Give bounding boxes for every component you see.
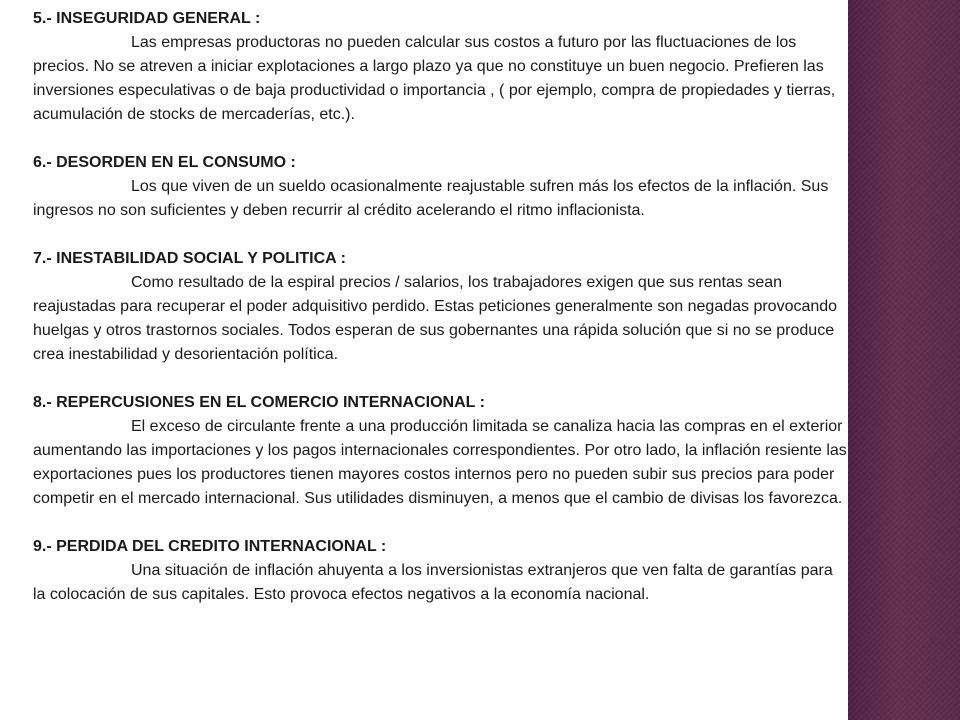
section-desorden-consumo: [33, 151, 848, 223]
section-comercio-internacional: [33, 391, 848, 511]
decorative-side-panel: [848, 0, 960, 720]
section-title: 7.- INESTABILIDAD SOCIAL Y POLITICA :: [33, 250, 346, 267]
section-title: 9.- PERDIDA DEL CREDITO INTERNACIONAL :: [33, 538, 387, 555]
section-title: 5.- INSEGURIDAD GENERAL :: [33, 10, 261, 27]
section-body: Las empresas productoras no pueden calcular sus costos a futuro por las fluctuaciones de los precios. No se atreven a iniciar explotaciones a largo plazo ya que no constituye un buen negocio. Prefieren las inversiones especulativas o de baja productividad o importancia , ( por ejemplo, compra de propiedades y tierras, acumulación de stocks de mercaderías, etc.).: [33, 34, 836, 123]
section-body: Una situación de inflación ahuyenta a los inversionistas extranjeros que ven falta de garantías para la colocación de sus capitales. Esto provoca efectos negativos a la economía nacional.: [33, 562, 833, 603]
section-title: 6.- DESORDEN EN EL CONSUMO :: [33, 154, 296, 171]
text-content: [33, 7, 848, 631]
section-credito-internacional: [33, 535, 848, 607]
section-title: 8.- REPERCUSIONES EN EL COMERCIO INTERNACIONAL :: [33, 394, 485, 411]
section-body: El exceso de circulante frente a una producción limitada se canaliza hacia las compras en el exterior aumentando las importaciones y los pagos internacionales correspondientes. Por otro lado, la inflación resiente las exportaciones pues los productores tienen mayores costos internos pero no pueden subir sus precios para poder competir en el mercado internacional. Sus utilidades disminuyen, a menos que el cambio de divisas los favorezca.: [33, 418, 847, 507]
section-inestabilidad-social: [33, 247, 848, 367]
section-body: Los que viven de un sueldo ocasionalmente reajustable sufren más los efectos de la inflación. Sus ingresos no son suficientes y deben recurrir al crédito acelerando el ritmo inflacionista.: [33, 178, 829, 219]
section-inseguridad-general: [33, 7, 848, 127]
section-body: Como resultado de la espiral precios / salarios, los trabajadores exigen que sus rentas sean reajustadas para recuperar el poder adquisitivo perdido. Estas peticiones generalmente son negadas provocando huelgas y otros trastornos sociales. Todos esperan de sus gobernantes una rápida solución que si no se produce crea inestabilidad y desorientación política.: [33, 274, 838, 363]
